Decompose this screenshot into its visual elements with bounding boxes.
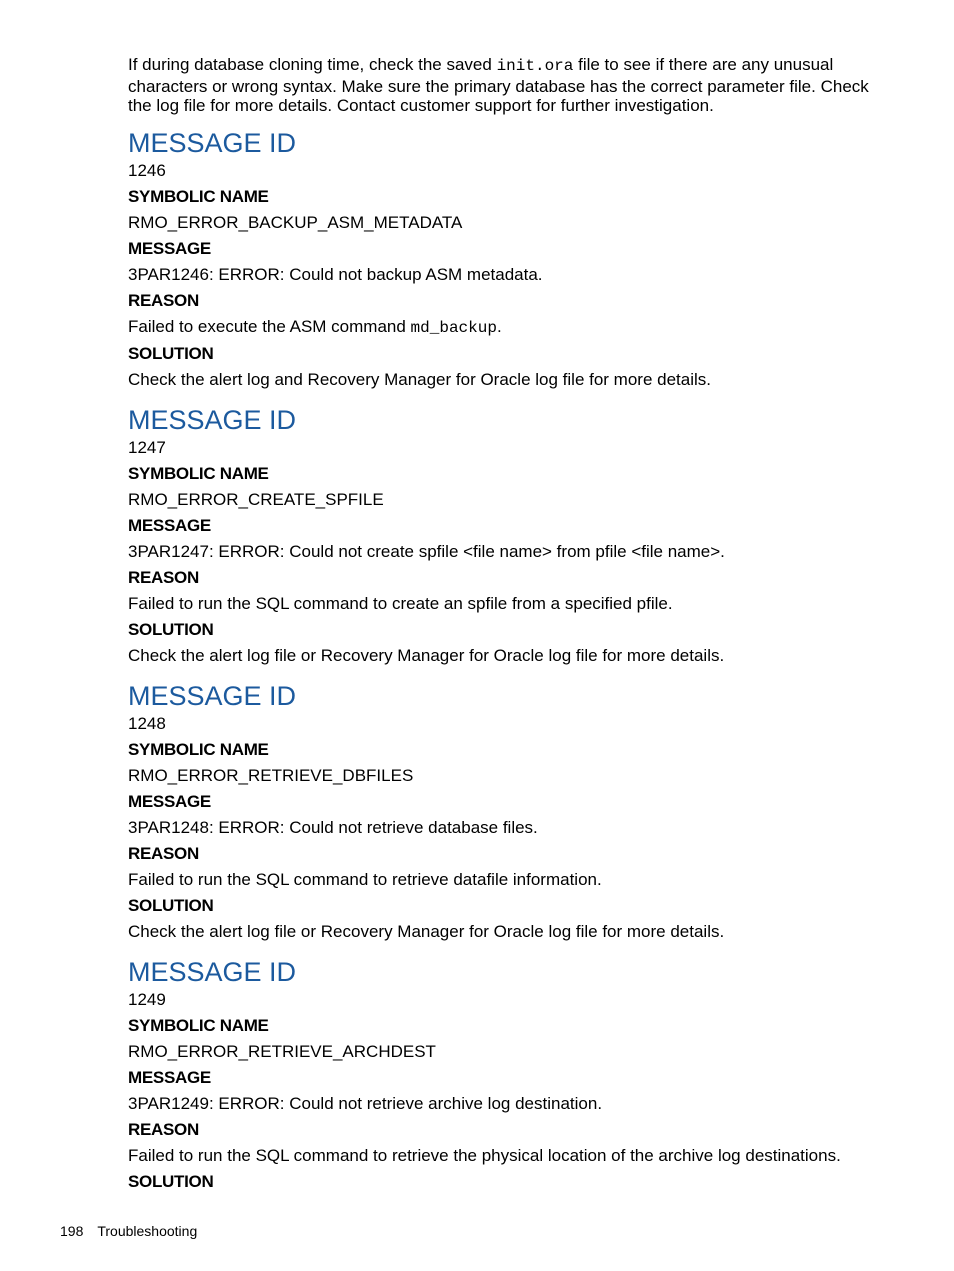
- solution-label: SOLUTION: [128, 343, 214, 363]
- message-id-value: 1246: [128, 160, 166, 180]
- message-id-value: 1248: [128, 713, 166, 733]
- message-id-value: 1249: [128, 989, 166, 1009]
- reason-text: Failed to execute the ASM command: [128, 316, 411, 336]
- message-value: 3PAR1248: ERROR: Could not retrieve database files.: [128, 817, 538, 837]
- reason-value: Failed to run the SQL command to retrieve the physical location of the archive log destinations.: [128, 1145, 841, 1165]
- reason-value: [128, 314, 873, 341]
- symbolic-name-value: RMO_ERROR_RETRIEVE_ARCHDEST: [128, 1041, 436, 1061]
- page-footer: [60, 1222, 197, 1240]
- intro-text-2: file to see if there are any unusual characters or wrong syntax. Make sure the primary database has the correct parameter file. Check the log file for more details. Contact customer support for further investigation.: [128, 55, 869, 115]
- message-label: MESSAGE: [128, 1067, 211, 1087]
- message-entry-1249: [128, 957, 873, 1195]
- message-id-heading: MESSAGE ID: [128, 956, 297, 987]
- message-entry-1248: [128, 681, 873, 945]
- message-value: 3PAR1249: ERROR: Could not retrieve archive log destination.: [128, 1093, 603, 1113]
- solution-label: SOLUTION: [128, 619, 214, 639]
- symbolic-name-value: RMO_ERROR_BACKUP_ASM_METADATA: [128, 212, 463, 232]
- message-entry-1247: [128, 405, 873, 669]
- symbolic-name-label: SYMBOLIC NAME: [128, 739, 269, 759]
- symbolic-name-label: SYMBOLIC NAME: [128, 186, 269, 206]
- reason-label: REASON: [128, 843, 199, 863]
- intro-text-1: If during database cloning time, check the saved: [128, 55, 497, 74]
- message-id-heading: MESSAGE ID: [128, 127, 297, 158]
- message-label: MESSAGE: [128, 238, 211, 258]
- reason-label: REASON: [128, 290, 199, 310]
- reason-label: REASON: [128, 567, 199, 587]
- solution-value: Check the alert log file or Recovery Manager for Oracle log file for more details.: [128, 645, 725, 665]
- reason-code: md_backup: [410, 318, 497, 337]
- solution-label: SOLUTION: [128, 1171, 214, 1191]
- message-entry-1246: [128, 128, 873, 393]
- reason-label: REASON: [128, 1119, 199, 1139]
- message-id-value: 1247: [128, 437, 166, 457]
- message-id-heading: MESSAGE ID: [128, 680, 297, 711]
- symbolic-name-label: SYMBOLIC NAME: [128, 1015, 269, 1035]
- message-id-heading: MESSAGE ID: [128, 404, 297, 435]
- footer-section-title: Troubleshooting: [97, 1223, 198, 1239]
- message-label: MESSAGE: [128, 791, 211, 811]
- symbolic-name-label: SYMBOLIC NAME: [128, 463, 269, 483]
- reason-tail: .: [496, 316, 502, 336]
- symbolic-name-value: RMO_ERROR_CREATE_SPFILE: [128, 489, 384, 509]
- symbolic-name-value: RMO_ERROR_RETRIEVE_DBFILES: [128, 765, 414, 785]
- reason-value: Failed to run the SQL command to retrieve datafile information.: [128, 869, 602, 889]
- solution-label: SOLUTION: [128, 895, 214, 915]
- intro-paragraph: [128, 55, 873, 116]
- reason-value: Failed to run the SQL command to create an spfile from a specified pfile.: [128, 593, 673, 613]
- solution-value: Check the alert log file or Recovery Manager for Oracle log file for more details.: [128, 921, 725, 941]
- page-content: [128, 55, 873, 1195]
- message-value: 3PAR1246: ERROR: Could not backup ASM metadata.: [128, 264, 543, 284]
- solution-value: Check the alert log and Recovery Manager for Oracle log file for more details.: [128, 369, 711, 389]
- intro-code: init.ora: [496, 57, 574, 75]
- message-label: MESSAGE: [128, 515, 211, 535]
- message-value: 3PAR1247: ERROR: Could not create spfile <file name> from pfile <file name>.: [128, 541, 725, 561]
- page-number: 198: [60, 1223, 84, 1239]
